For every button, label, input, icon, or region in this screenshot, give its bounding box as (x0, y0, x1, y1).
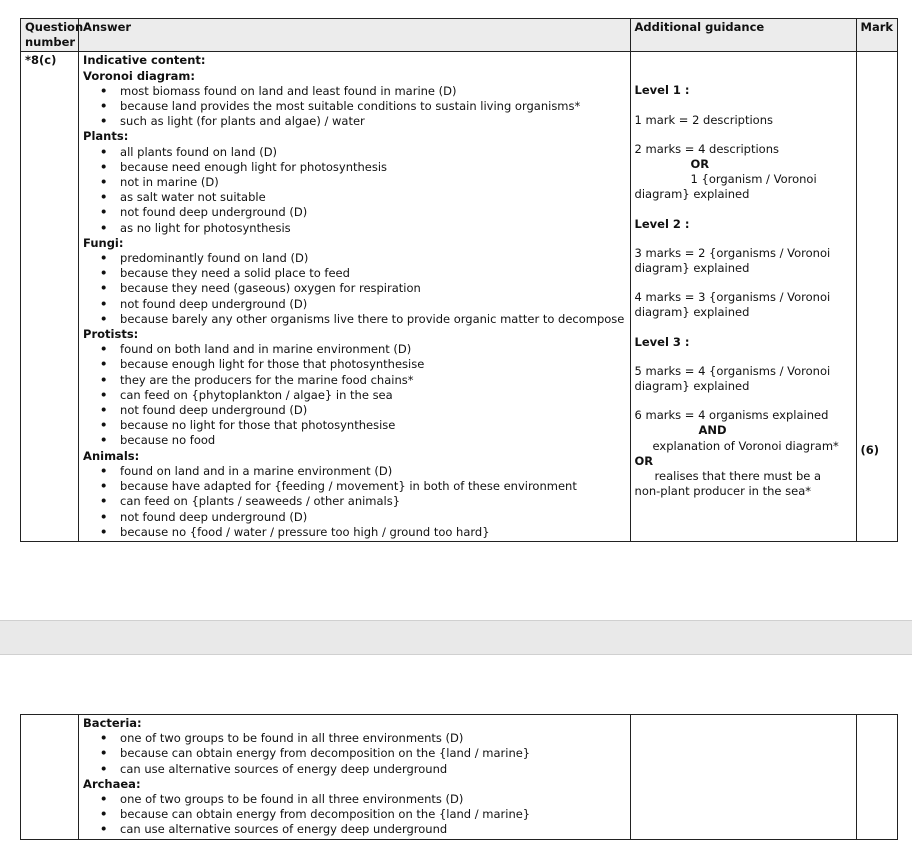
mark-cell-empty (856, 715, 897, 840)
page-break-gap (0, 620, 912, 655)
section-heading: Bacteria: (83, 716, 142, 730)
list-item: • not found deep underground (D) (120, 297, 625, 312)
list-item: • not found deep underground (D) (120, 403, 625, 418)
header-mark: Mark (856, 19, 897, 52)
mark-cell (856, 52, 897, 542)
mark-scheme-table-continued (20, 714, 898, 840)
list-item: • because no {food / water / pressure too high / ground too hard} (120, 525, 625, 540)
section-heading: Archaea: (83, 776, 141, 791)
bullet-list (83, 731, 625, 777)
list-item: • because barely any other organisms live there to provide organic matter to decompose (120, 312, 625, 327)
level-3-mark-d-line2: non-plant producer in the sea* (634, 484, 812, 499)
list-item: • found on land and in a marine environment (D) (120, 464, 625, 479)
list-item: • not found deep underground (D) (120, 205, 625, 220)
guidance-cell (630, 52, 856, 542)
bullet-list (83, 251, 625, 327)
page-2 (0, 655, 912, 854)
level-1-mark-b: 2 marks = 4 descriptions (634, 141, 779, 156)
section-heading: Plants: (83, 129, 129, 144)
bullet-list (83, 342, 625, 448)
question-number-cell-empty (21, 715, 79, 840)
list-item: • not found deep underground (D) (120, 510, 625, 525)
or-label-2: OR (634, 453, 654, 468)
mark-scheme-table (20, 18, 898, 542)
level-1-mark-a: 1 mark = 2 descriptions (634, 112, 773, 127)
list-item: • because have adapted for {feeding / movement} in both of these environment (120, 479, 625, 494)
list-item: • all plants found on land (D) (120, 145, 625, 160)
level-1-mark-c-line2: diagram} explained (634, 187, 750, 202)
level-3-mark-c: explanation of Voronoi diagram* (652, 438, 839, 453)
answer-cell (79, 52, 630, 542)
mark-value: (6) (860, 443, 880, 458)
list-item: • because land provides the most suitable conditions to sustain living organisms* (120, 99, 625, 114)
header-answer: Answer (79, 19, 630, 52)
level-2-mark-b-line2: diagram} explained (634, 305, 750, 320)
header-row (21, 19, 898, 52)
guidance-cell-empty (630, 715, 856, 840)
list-item: • not in marine (D) (120, 175, 625, 190)
indicative-heading: Indicative content: (83, 53, 206, 68)
bullet-list (83, 84, 625, 130)
level-1-heading: Level 1 : (634, 83, 690, 98)
answer-row-continued (21, 715, 898, 840)
answer-sections-continued (83, 716, 625, 838)
level-2-mark-a-line2: diagram} explained (634, 261, 750, 276)
list-item: • as no light for photosynthesis (120, 221, 625, 236)
section-heading: Voronoi diagram: (83, 68, 196, 83)
answer-row (21, 52, 898, 542)
list-item: • one of two groups to be found in all three environments (D) (120, 792, 625, 807)
level-2-mark-a-line1: 3 marks = 2 {organisms / Voronoi (634, 245, 831, 260)
list-item: • as salt water not suitable (120, 190, 625, 205)
list-item: • such as light (for plants and algae) / water (120, 114, 625, 129)
list-item: • one of two groups to be found in all three environments (D) (120, 731, 625, 746)
list-item: • because enough light for those that photosynthesise (120, 357, 625, 372)
list-item: • because can obtain energy from decomposition on the {land / marine} (120, 807, 625, 822)
level-1-mark-c-line1: 1 {organism / Voronoi (690, 172, 817, 187)
section-heading: Animals: (83, 448, 140, 463)
section-heading: Protists: (83, 327, 139, 342)
list-item: • because they need (gaseous) oxygen for respiration (120, 281, 625, 296)
list-item: • they are the producers for the marine food chains* (120, 373, 625, 388)
list-item: • because they need a solid place to feed (120, 266, 625, 281)
answer-sections (83, 69, 625, 540)
list-item: • most biomass found on land and least found in marine (D) (120, 84, 625, 99)
answer-cell-continued (79, 715, 630, 840)
level-3-mark-a-line2: diagram} explained (634, 379, 750, 394)
level-2-heading: Level 2 : (634, 216, 690, 231)
list-item: • because no food (120, 433, 625, 448)
section-heading: Fungi: (83, 235, 124, 250)
level-3-mark-a-line1: 5 marks = 4 {organisms / Voronoi (634, 363, 831, 378)
list-item: • can use alternative sources of energy deep underground (120, 822, 625, 837)
header-guidance: Additional guidance (630, 19, 856, 52)
list-item: • can use alternative sources of energy deep underground (120, 762, 625, 777)
list-item: • predominantly found on land (D) (120, 251, 625, 266)
bullet-list (83, 145, 625, 236)
list-item: • found on both land and in marine environment (D) (120, 342, 625, 357)
or-label-1: OR (690, 157, 710, 172)
list-item: • because can obtain energy from decomposition on the {land / marine} (120, 746, 625, 761)
level-3-heading: Level 3 : (634, 334, 690, 349)
header-question-number: Question number (21, 19, 79, 52)
level-3-mark-d-line1: realises that there must be a (654, 469, 822, 484)
list-item: • can feed on {phytoplankton / algae} in the sea (120, 388, 625, 403)
list-item: • because need enough light for photosynthesis (120, 160, 625, 175)
list-item: • can feed on {plants / seaweeds / other animals} (120, 494, 625, 509)
list-item: • because no light for those that photosynthesise (120, 418, 625, 433)
level-2-mark-b-line1: 4 marks = 3 {organisms / Voronoi (634, 290, 831, 305)
level-3-mark-b: 6 marks = 4 organisms explained (634, 408, 829, 423)
question-number-cell: *8(c) (21, 52, 79, 542)
bullet-list (83, 792, 625, 838)
bullet-list (83, 464, 625, 540)
and-label: AND (698, 423, 727, 438)
